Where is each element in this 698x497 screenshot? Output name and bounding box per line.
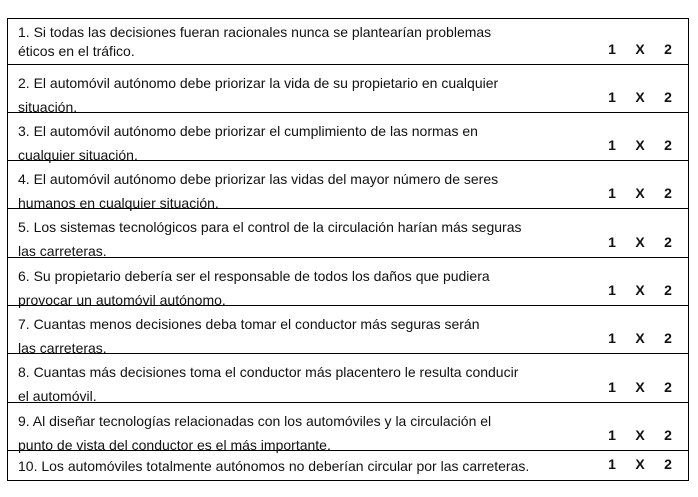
option-1[interactable]: 1 (608, 233, 616, 250)
table-row (8, 257, 688, 308)
statement-text: 1. Si todas las decisiones fueran racionales nunca se plantearían problemas éticos en el tráfico. (18, 24, 492, 59)
response-scale (598, 403, 696, 450)
option-x[interactable]: X (635, 88, 645, 105)
response-scale (598, 19, 696, 64)
response-scale (598, 451, 696, 480)
statement-text: 6. Su propietario debería ser el responsable de todos los daños que pudiera provocar un automóvil autónomo. (18, 267, 490, 308)
option-1[interactable]: 1 (608, 330, 616, 347)
statement-text: 2. El automóvil autónomo debe priorizar la vida de su propietario en cualquier situación. (18, 74, 499, 115)
table-row (8, 305, 688, 356)
response-scale (598, 161, 696, 208)
option-x[interactable]: X (635, 378, 645, 395)
table-row (8, 64, 688, 115)
table-row (8, 19, 688, 64)
response-scale (598, 306, 696, 353)
option-x[interactable]: X (635, 40, 645, 57)
response-scale (598, 258, 696, 305)
table-row (8, 160, 688, 212)
table-row (8, 450, 688, 480)
option-x[interactable]: X (635, 281, 645, 298)
table-row (8, 112, 688, 163)
option-1[interactable]: 1 (608, 40, 616, 57)
table-row (8, 402, 688, 453)
option-2[interactable]: 2 (664, 185, 672, 202)
option-2[interactable]: 2 (664, 330, 672, 347)
option-2[interactable]: 2 (664, 233, 672, 250)
statement-text: 3. El automóvil autónomo debe priorizar el cumplimiento de las normas en cualquier situación. (18, 122, 478, 163)
statement-text: 5. Los sistemas tecnológicos para el control de la circulación harían más seguras las carreteras. (18, 219, 522, 260)
option-2[interactable]: 2 (664, 137, 672, 154)
statement-text: 4. El automóvil autónomo debe priorizar las vidas del mayor número de seres humanos en cualquier situación. (18, 171, 499, 212)
option-1[interactable]: 1 (608, 88, 616, 105)
statement-text: 8. Cuantas más decisiones toma el conductor más placentero le resulta conducir el automóvil. (18, 364, 519, 405)
option-2[interactable]: 2 (664, 426, 672, 443)
option-1[interactable]: 1 (608, 137, 616, 154)
table-row (8, 353, 688, 405)
option-2[interactable]: 2 (664, 40, 672, 57)
option-x[interactable]: X (635, 185, 645, 202)
table-row (8, 208, 688, 260)
statement-text: 9. Al diseñar tecnologías relacionadas con los automóviles y la circulación el punto de vista del conductor es el más importante. (18, 412, 492, 453)
option-1[interactable]: 1 (608, 455, 616, 472)
option-1[interactable]: 1 (608, 378, 616, 395)
option-2[interactable]: 2 (664, 378, 672, 395)
statement-text: 7. Cuantas menos decisiones deba tomar el conductor más seguras serán las carreteras. (18, 315, 480, 356)
option-1[interactable]: 1 (608, 185, 616, 202)
option-1[interactable]: 1 (608, 281, 616, 298)
option-2[interactable]: 2 (664, 88, 672, 105)
option-x[interactable]: X (635, 330, 645, 347)
response-scale (598, 354, 696, 401)
statement-text: 10. Los automóviles totalmente autónomos no deberían circular por las carreteras. (18, 457, 530, 474)
option-x[interactable]: X (635, 455, 645, 472)
response-scale (598, 113, 696, 160)
questionnaire-table (7, 18, 689, 481)
option-2[interactable]: 2 (664, 455, 672, 472)
option-x[interactable]: X (635, 137, 645, 154)
option-x[interactable]: X (635, 426, 645, 443)
option-1[interactable]: 1 (608, 426, 616, 443)
option-2[interactable]: 2 (664, 281, 672, 298)
response-scale (598, 65, 696, 112)
option-x[interactable]: X (635, 233, 645, 250)
response-scale (598, 209, 696, 256)
